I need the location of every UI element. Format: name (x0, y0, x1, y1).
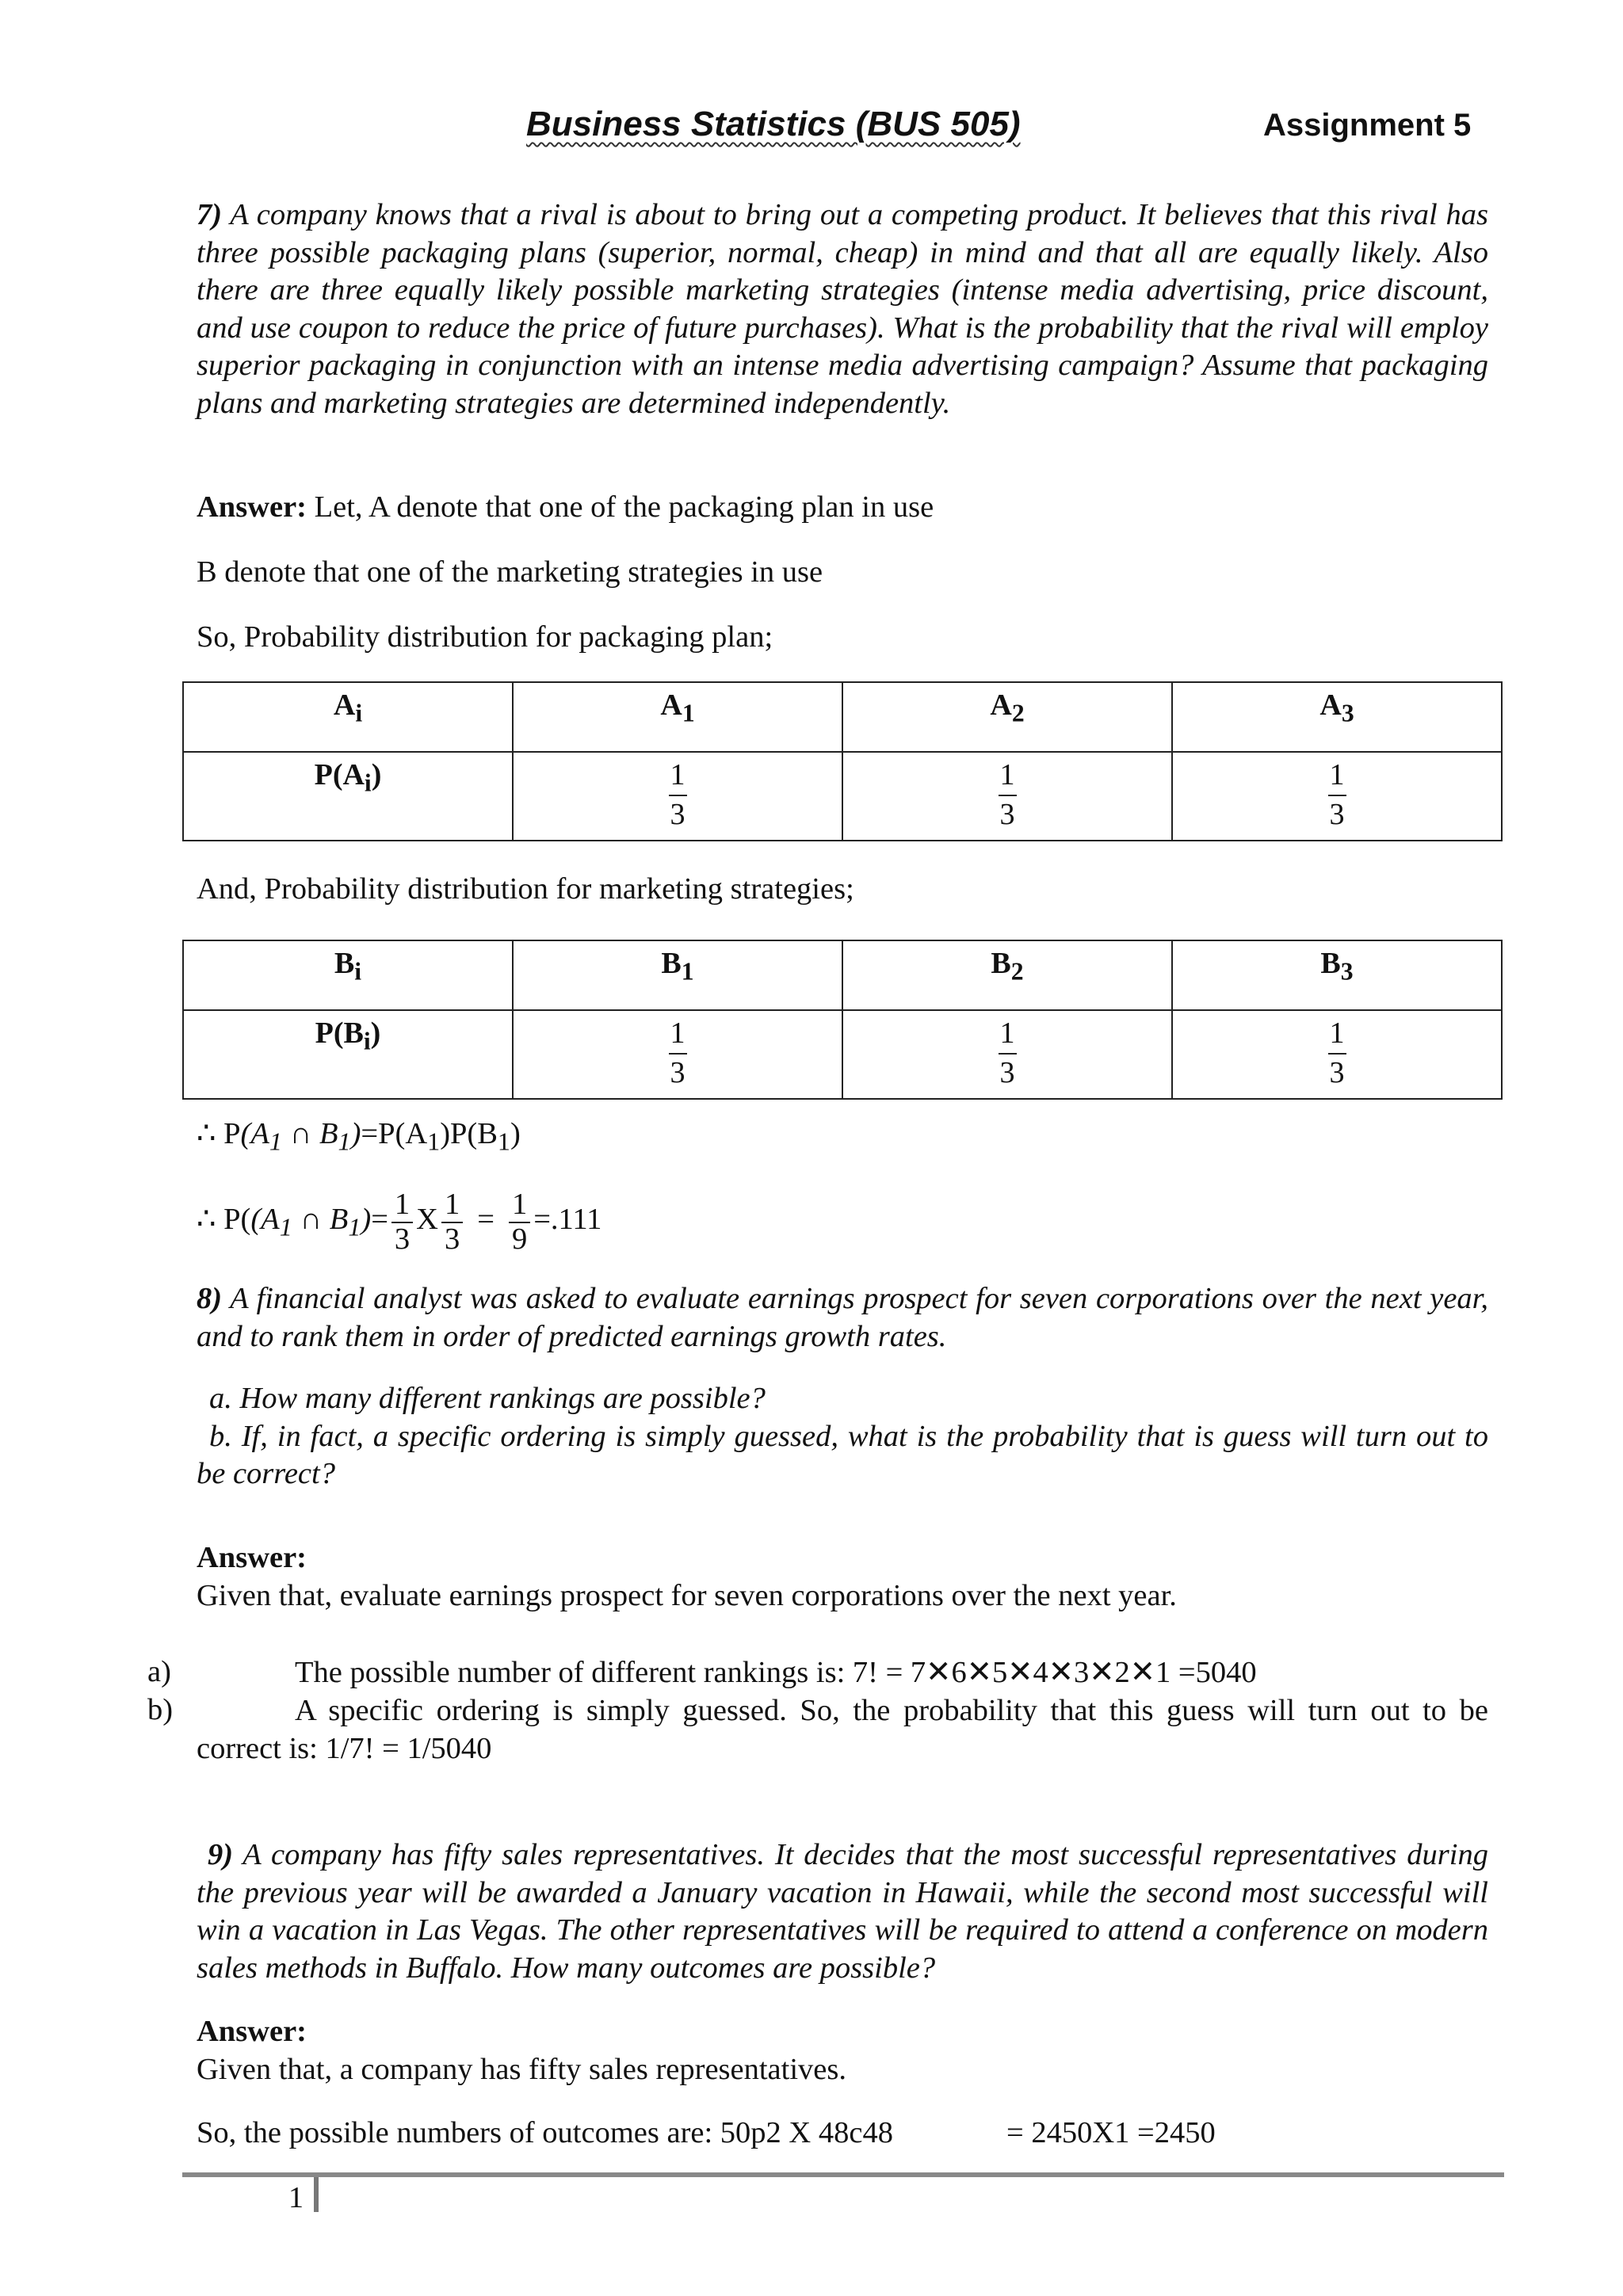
table-b-header-b1: $B_1$ (513, 940, 842, 1010)
footer-rule (182, 2172, 1504, 2177)
table-b-value: $\frac{1}{3}$ (513, 1010, 842, 1099)
q9-result-lhs: So, the possible numbers of outcomes are: 50p2 X 48c48 (197, 2116, 893, 2149)
q8-part-b: b. If, in fact, a specific ordering is simply guessed, what is the probability that is guess will turn out to be correct? (197, 1419, 1488, 1490)
table-b-value: $\frac{1}{3}$ (842, 1010, 1172, 1099)
q7-answer-line1 (197, 490, 934, 524)
packaging-plan-table (182, 681, 1503, 841)
q8-given: Given that, evaluate earnings prospect for seven corporations over the next year. (197, 1579, 1177, 1612)
intersection-equation: ∴ $P(A_1$ ∩ $B_1)=P(A_1)P(B_1)$ (197, 1117, 521, 1156)
table-b-value: $\frac{1}{3}$ (1172, 1010, 1502, 1099)
table-a-value: $\frac{1}{3}$ (513, 752, 842, 841)
q7-answer-label: Answer: (197, 490, 307, 524)
q9-question (197, 1836, 1488, 1987)
q8-question (197, 1280, 1488, 1356)
q8-answer-label: Answer: (197, 1541, 307, 1574)
table-b-header-b3: $B_3$ (1172, 940, 1502, 1010)
q7-number: 7) (197, 198, 223, 231)
q8-b-text: A specific ordering is simply guessed. So, the probability that this guess will turn out to be correct is: 1/7! = 1/5040 (197, 1694, 1488, 1765)
table-b-header-bi: $B_i$ (183, 940, 513, 1010)
q7-question-text: A company knows that a rival is about to bring out a competing product. It believes that this rival has three possible packaging plans (superior, normal, cheap) in mind and that all are equally likely. Also there are three equally likely possible marketing strategies (intense media advertising, price discount, and use coupon to reduce the price of future purchases). What is the probability that the rival will employ superior packaging in conjunction with an intense media advertising campaign? Assume that packaging plans and marketing strategies are determined independently. (197, 198, 1488, 420)
q8-part-a: a. How many different rankings are possible? (209, 1382, 766, 1415)
q7-question (197, 196, 1488, 422)
q9-given: Given that, a company has fifty sales representatives. (197, 2053, 846, 2086)
q7-answer-line4: And, Probability distribution for marketing strategies; (197, 872, 854, 906)
table-a-header-ai: $A_i$ (183, 682, 513, 752)
q7-answer-line2: B denote that one of the marketing strategies in use (197, 555, 823, 589)
assignment-label: Assignment 5 (1263, 108, 1472, 143)
q8-question-text: A financial analyst was asked to evaluate earnings prospect for seven corporations over the next year, and to rank them in order of predicted earnings growth rates. (197, 1282, 1488, 1353)
document-title: Business Statistics (BUS 505) (526, 105, 1021, 143)
q8-b-label: b) (147, 1693, 174, 1726)
marketing-strategy-table (182, 940, 1503, 1100)
table-a-header-a3: $A_3$ (1172, 682, 1502, 752)
q7-answer-line3: So, Probability distribution for packaging plan; (197, 620, 773, 654)
page-number: 1 (288, 2181, 304, 2214)
table-a-value: $\frac{1}{3}$ (1172, 752, 1502, 841)
q9-number: 9) (208, 1838, 234, 1871)
q8-parts (197, 1380, 1488, 1493)
q8-a-text: The possible number of different rankings is: 7! = 7✕6✕5✕4✕3✕2✕1 =5040 (295, 1656, 1257, 1689)
q8-number: 8) (197, 1282, 223, 1315)
q9-result-rhs: = 2450X1 =2450 (1006, 2116, 1216, 2149)
q9-question-text: A company has fifty sales representatives. It decides that the most successful representatives during the previous year will be awarded a January vacation in Hawaii, while the second most successful will win a vacation in Las Vegas. The other representatives will be required to attend a conference on modern sales methods in Buffalo. How many outcomes are possible? (197, 1838, 1488, 1985)
footer-divider (314, 2177, 319, 2212)
table-b-row-label: $P(B_i)$ (183, 1010, 513, 1099)
q7-answer-text1: Let, A denote that one of the packaging plan in use (307, 490, 934, 524)
probability-result-equation: ∴ $P((A_1$ ∩ $B_1)=$ $\frac{1}{3}$ X $\frac{1}{3}$ = $\frac{1}{9}$ =.111 (197, 1188, 602, 1256)
table-a-header-a2: $A_2$ (842, 682, 1172, 752)
intersection-equation-rhs: $=P(A_1)P(B_1)$ (361, 1117, 521, 1156)
table-b-header-b2: $B_2$ (842, 940, 1172, 1010)
q8-a-label: a) (147, 1655, 171, 1688)
probability-result-value: =.111 (533, 1202, 602, 1236)
table-a-value: $\frac{1}{3}$ (842, 752, 1172, 841)
table-a-header-a1: $A_1$ (513, 682, 842, 752)
q9-answer-label: Answer: (197, 2015, 307, 2048)
table-a-row-label: $P(A_i)$ (183, 752, 513, 841)
